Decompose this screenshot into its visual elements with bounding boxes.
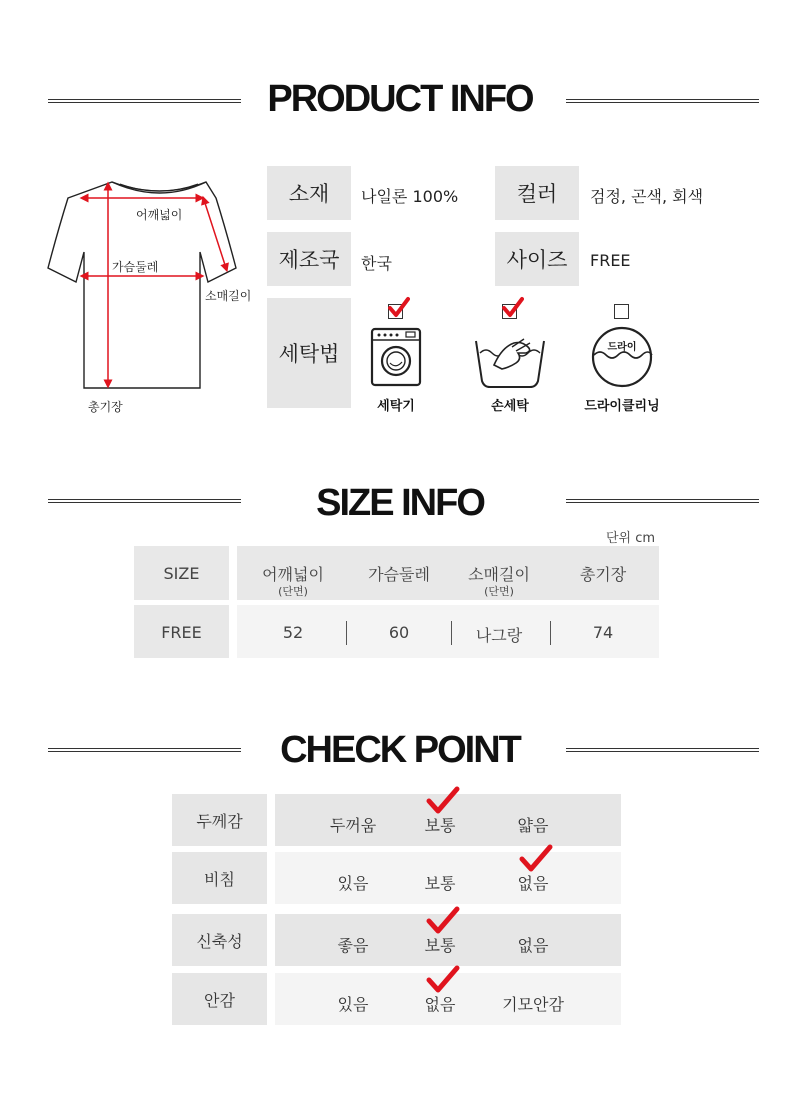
wash-option-label: 손세탁	[491, 399, 529, 414]
size-divider	[346, 621, 347, 645]
material-value: 나일론 100%	[361, 187, 459, 206]
check-point-option[interactable]: 없음	[517, 936, 549, 955]
check-point-option[interactable]: 보통	[424, 874, 456, 893]
size-col-sleeve-sub: (단면)	[484, 585, 514, 598]
checkmark-icon	[426, 786, 460, 816]
check-point-option[interactable]: 있음	[337, 995, 369, 1014]
garment-label-shoulder: 어깨넓이	[136, 208, 183, 222]
check-point-label: 안감	[172, 973, 267, 1025]
size-label: 사이즈	[495, 232, 579, 286]
origin-value: 한국	[361, 254, 392, 273]
size-unit: 단위 cm	[606, 531, 656, 546]
wash-checkbox-dry[interactable]	[614, 304, 629, 319]
check-point-option[interactable]: 없음	[517, 874, 549, 893]
check-point-title-text: CHECK POINT	[280, 729, 520, 771]
check-point-option[interactable]: 얇음	[517, 816, 549, 835]
hand-wash-icon	[472, 333, 548, 391]
size-value-shoulder: 52	[282, 623, 304, 642]
check-point-label: 신축성	[172, 914, 267, 966]
size-info-title	[0, 482, 800, 525]
size-divider	[451, 621, 452, 645]
check-point-option[interactable]: 좋음	[337, 936, 369, 955]
check-point-option[interactable]: 보통	[424, 816, 456, 835]
wash-label: 세탁법	[267, 298, 351, 408]
check-point-label: 두께감	[172, 794, 267, 846]
wash-option-label: 드라이클리닝	[584, 399, 660, 414]
check-point-option[interactable]: 두꺼움	[329, 816, 377, 835]
check-point-option[interactable]: 보통	[424, 936, 456, 955]
size-value-length: 74	[592, 623, 614, 642]
checkmark-icon	[426, 906, 460, 936]
checkmark-icon	[426, 965, 460, 995]
size-col-shoulder: 어깨넓이	[262, 565, 324, 584]
check-point-label: 비침	[172, 852, 267, 904]
size-header-label: SIZE	[163, 564, 200, 583]
size-col-shoulder-sub: (단면)	[278, 585, 308, 598]
color-value: 검정, 곤색, 회색	[590, 187, 704, 206]
size-col-sleeve: 소매길이	[468, 565, 530, 584]
wash-option-label: 세탁기	[377, 399, 415, 414]
product-info-title	[0, 78, 800, 121]
check-point-option[interactable]: 없음	[424, 995, 456, 1014]
size-col-length: 총기장	[579, 565, 627, 584]
check-point-option[interactable]: 기모안감	[502, 995, 564, 1014]
garment-label-sleeve: 소매길이	[205, 289, 252, 303]
size-info-title-text: SIZE INFO	[316, 482, 484, 524]
product-info-title-text: PRODUCT INFO	[267, 78, 533, 120]
size-value-sleeve: 나그랑	[475, 626, 523, 645]
checkmark-icon	[519, 844, 553, 874]
garment-label-length: 총기장	[88, 400, 123, 414]
check-point-option[interactable]: 있음	[337, 874, 369, 893]
dry-clean-icon-text: 드라이	[607, 342, 637, 353]
size-divider	[550, 621, 551, 645]
material-label: 소재	[267, 166, 351, 220]
color-label: 컬러	[495, 166, 579, 220]
origin-label: 제조국	[267, 232, 351, 286]
garment-label-chest: 가슴둘레	[112, 260, 159, 274]
checkmark-icon	[502, 296, 524, 318]
washing-machine-icon	[370, 327, 422, 387]
size-col-chest: 가슴둘레	[368, 565, 430, 584]
size-value: FREE	[590, 251, 631, 270]
checkmark-icon	[388, 296, 410, 318]
size-row-name: FREE	[161, 623, 202, 642]
size-value-chest: 60	[388, 623, 410, 642]
dry-clean-icon	[590, 325, 654, 389]
check-point-title	[0, 729, 800, 772]
